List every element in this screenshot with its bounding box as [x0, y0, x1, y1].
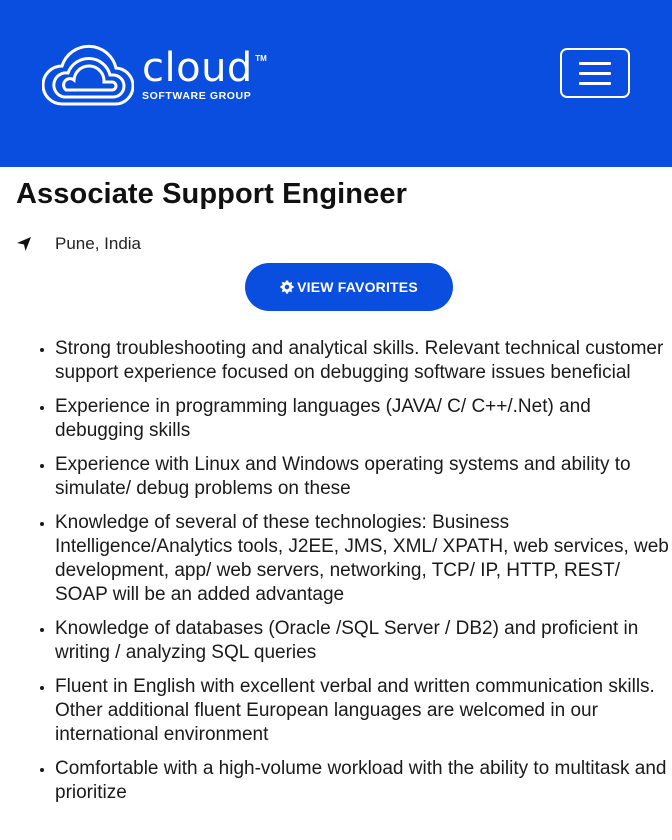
- logo-text: [142, 45, 267, 102]
- hamburger-line: [579, 82, 611, 85]
- list-item: • Experience with Linux and Windows operating systems and ability to simulate/ debug problems on these: [55, 453, 672, 501]
- location-arrow-icon: [16, 236, 32, 252]
- cloud-logo-icon: [42, 40, 134, 110]
- requirements-list: [0, 337, 672, 815]
- hamburger-line: [579, 62, 611, 65]
- job-title: Associate Support Engineer: [16, 178, 407, 210]
- list-item: • Fluent in English with excellent verbal and written communication skills. Other additional fluent European languages are welcomed in our international environment: [55, 675, 672, 747]
- cloud-logo[interactable]: [42, 40, 267, 110]
- view-favorites-button[interactable]: [245, 263, 453, 311]
- logo-subtitle: SOFTWARE GROUP: [142, 90, 252, 102]
- site-header: [0, 0, 672, 167]
- list-item: • Knowledge of several of these technologies: Business Intelligence/Analytics tools, J2EE, JMS, XML/ XPATH, web services, web development, app/ web servers, networking, TCP/ IP, HTTP, REST/ SOAP will be an added advantage: [55, 511, 672, 607]
- logo-word: cloud: [142, 45, 253, 91]
- list-item: • Knowledge of databases (Oracle /SQL Server / DB2) and proficient in writing / analyzing SQL queries: [55, 617, 672, 665]
- logo-trademark: TM: [255, 54, 267, 63]
- list-item: • Strong troubleshooting and analytical skills. Relevant technical customer support experience focused on debugging software issues beneficial: [55, 337, 672, 385]
- location-text: Pune, India: [55, 234, 142, 253]
- list-item: • Experience in programming languages (JAVA/ C/ C++/.Net) and debugging skills: [55, 395, 672, 443]
- hamburger-menu-button[interactable]: [560, 48, 630, 98]
- gear-icon: [280, 280, 294, 294]
- hamburger-line: [579, 72, 611, 75]
- list-item: • Comfortable with a high-volume workload with the ability to multitask and prioritize: [55, 757, 672, 805]
- view-favorites-label: VIEW FAVORITES: [297, 279, 418, 295]
- job-location: [16, 234, 141, 254]
